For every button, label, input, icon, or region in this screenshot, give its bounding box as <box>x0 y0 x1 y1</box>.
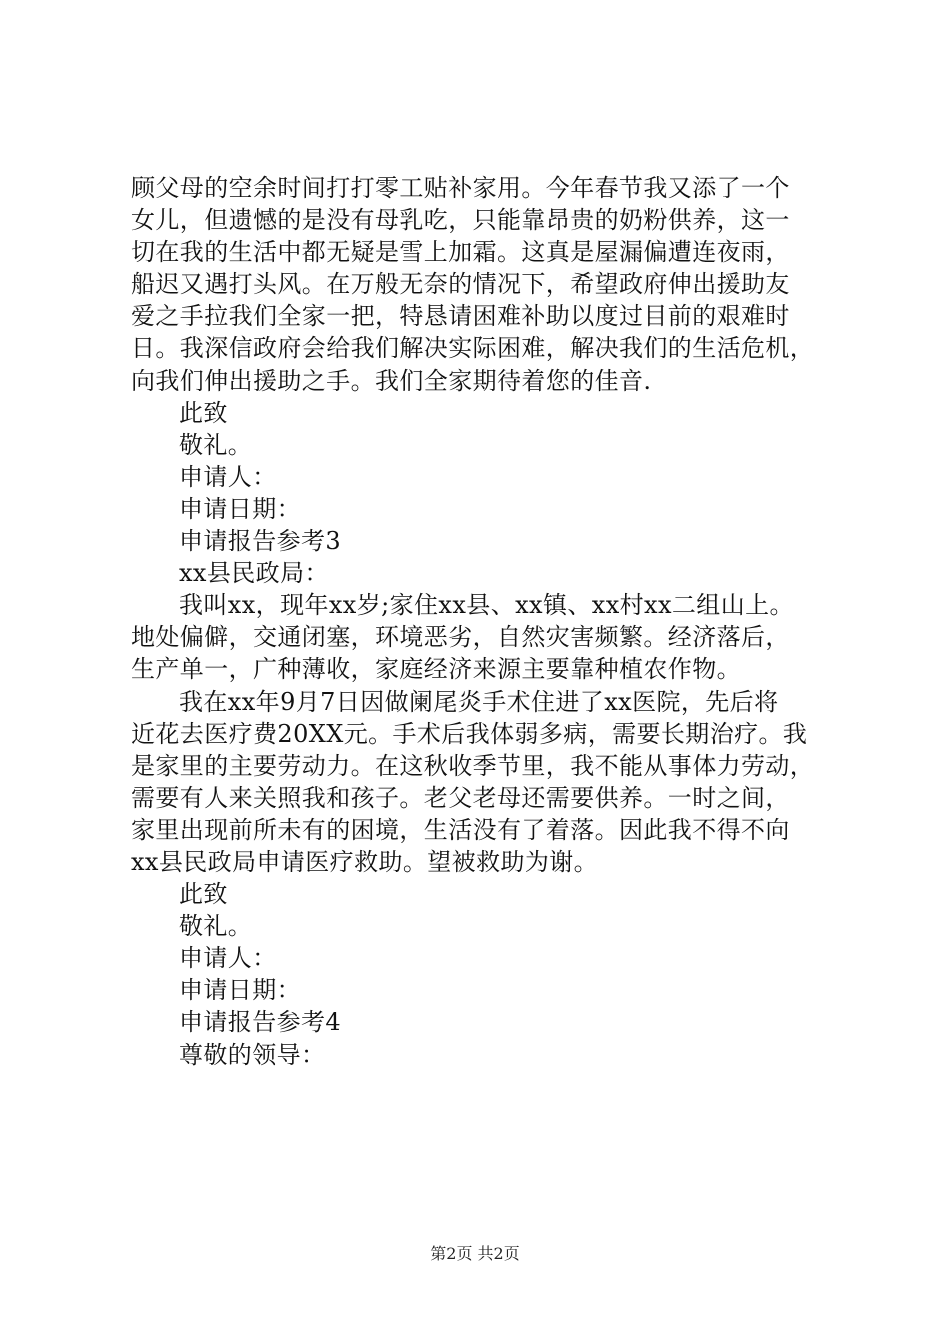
text-line: 顾父母的空余时间打打零工贴补家用。今年春节我又添了一个 <box>131 174 790 202</box>
page-footer: 第2页 共2页 <box>430 1244 520 1263</box>
text-line: 敬礼。 <box>179 912 253 941</box>
document-body <box>131 172 861 1071</box>
text-line: 是家里的主要劳动力。在这秋收季节里，我不能从事体力劳动， <box>131 751 815 780</box>
text-line: 申请报告参考3 <box>179 527 342 556</box>
text-line: 尊敬的领导： <box>179 1040 326 1069</box>
text-line: 向我们伸出援助之手。我们全家期待着您的佳音. <box>131 366 652 395</box>
text-line: 敬礼。 <box>179 430 253 459</box>
text-line: 申请人： <box>179 462 277 491</box>
text-line: 生产单一，广种薄收，家庭经济来源主要靠种植农作物。 <box>131 655 741 684</box>
text-line: 我在xx年9月7日因做阑尾炎手术住进了xx医院，先后将 <box>179 687 779 716</box>
text-line: xx县民政局申请医疗救助。望被救助为谢。 <box>131 847 599 876</box>
text-line: 女儿，但遗憾的是没有母乳吃，只能靠昂贵的奶粉供养，这一 <box>131 206 790 235</box>
text-line: 此致 <box>179 880 228 909</box>
text-line: 切在我的生活中都无疑是雪上加霜。这真是屋漏偏遭连夜雨， <box>131 238 790 267</box>
text-line: 申请日期： <box>179 976 301 1005</box>
text-line: xx县民政局： <box>179 559 329 588</box>
text-line: 此致 <box>179 398 228 427</box>
text-line: 申请人： <box>179 944 277 973</box>
text-line: 需要有人来关照我和孩子。老父老母还需要供养。一时之间， <box>131 783 790 812</box>
text-line: 日。我深信政府会给我们解决实际困难，解决我们的生活危机， <box>131 334 815 363</box>
text-line: 船迟又遇打头风。在万般无奈的情况下，希望政府伸出援助友 <box>131 270 790 299</box>
text-line: 近花去医疗费20XX元。手术后我体弱多病，需要长期治疗。我 <box>131 719 808 748</box>
text-line: 申请报告参考4 <box>179 1008 342 1037</box>
text-line: 家里出现前所未有的困境，生活没有了着落。因此我不得不向 <box>131 815 790 844</box>
text-line: 爱之手拉我们全家一把，特恳请困难补助以度过目前的艰难时 <box>131 302 790 331</box>
text-line: 地处偏僻，交通闭塞，环境恶劣，自然灾害频繁。经济落后， <box>131 623 790 652</box>
text-line: 我叫xx，现年xx岁;家住xx县、xx镇、xx村xx二组山上。 <box>179 591 794 620</box>
text-line: 申请日期： <box>179 494 301 523</box>
